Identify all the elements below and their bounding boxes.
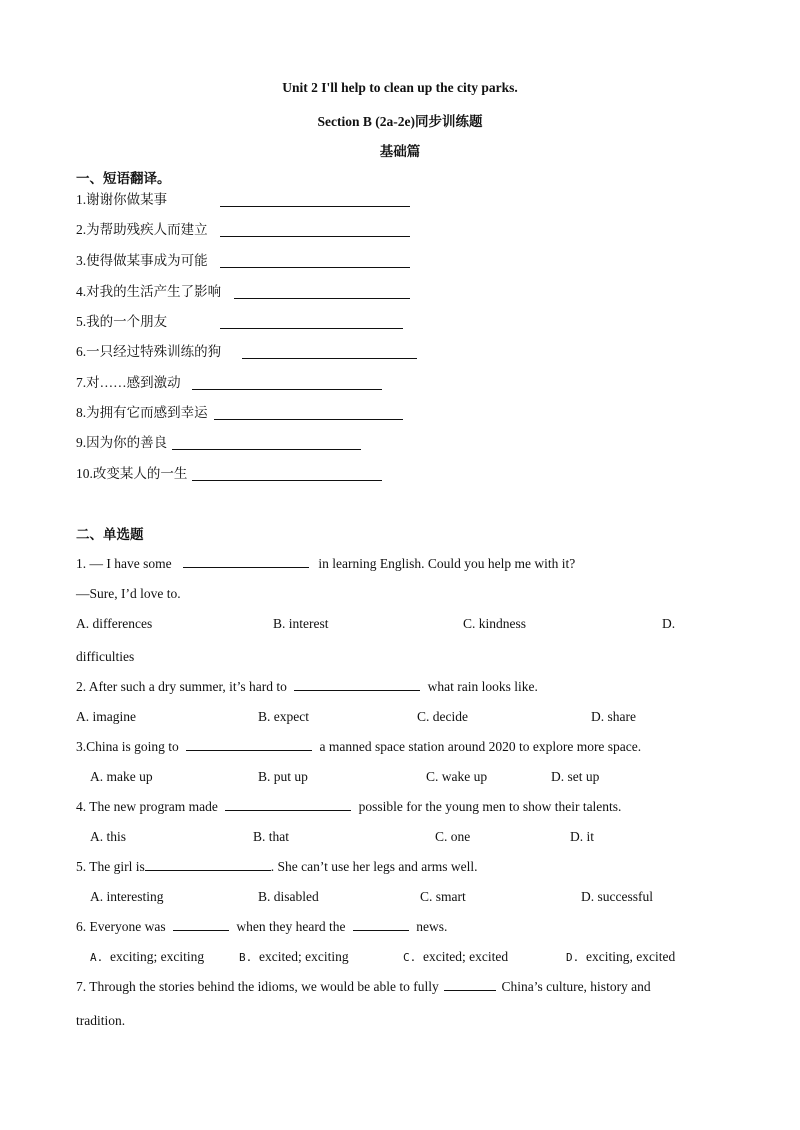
answer-blank[interactable]: [172, 437, 361, 450]
answer-blank[interactable]: [192, 468, 382, 481]
option-d[interactable]: D. set up: [551, 769, 600, 784]
answer-blank[interactable]: [234, 286, 410, 299]
option-a[interactable]: A. make up: [90, 769, 153, 784]
option-b[interactable]: B. that: [253, 829, 289, 844]
section-heading-translation: 一、短语翻译。: [76, 171, 171, 186]
option-d[interactable]: D.: [662, 616, 676, 631]
document-title: Unit 2 I'll help to clean up the city parks.: [282, 80, 518, 95]
answer-blank[interactable]: [444, 978, 496, 991]
translation-item: 9.因为你的善良: [76, 435, 168, 450]
answer-blank[interactable]: [220, 194, 410, 207]
answer-blank[interactable]: [192, 377, 382, 390]
option-a[interactable]: A. imagine: [76, 709, 136, 724]
translation-item: 7.对……感到激动: [76, 375, 181, 390]
translation-item: 3.使得做某事成为可能: [76, 253, 208, 268]
option-c[interactable]: C. one: [435, 829, 471, 844]
option-c[interactable]: C. excited; excited: [403, 949, 509, 964]
option-b[interactable]: B. excited; exciting: [239, 949, 349, 964]
translation-item: 6.一只经过特殊训练的狗: [76, 344, 222, 359]
option-b[interactable]: B. expect: [258, 709, 309, 724]
translation-item: 10.改变某人的一生: [76, 466, 188, 481]
question-4: 4. The new program made possible for the young men to show their talents.: [76, 799, 622, 814]
option-b[interactable]: B. interest: [273, 616, 329, 631]
answer-blank[interactable]: [242, 346, 417, 359]
translation-item: 5.我的一个朋友: [76, 314, 168, 329]
question-3: 3.China is going to a manned space station around 2020 to explore more space.: [76, 739, 642, 754]
option-c[interactable]: C. smart: [420, 889, 466, 904]
document-subtitle: Section B (2a-2e)同步训练题: [317, 114, 483, 129]
option-d[interactable]: D. it: [570, 829, 595, 844]
question-1: 1. — I have some in learning English. Could you help me with it?: [76, 556, 576, 571]
answer-blank[interactable]: [294, 678, 420, 691]
translation-item: 1.谢谢你做某事: [76, 192, 168, 207]
option-d-text: difficulties: [76, 649, 135, 664]
translation-item: 8.为拥有它而感到幸运: [76, 405, 208, 420]
option-c[interactable]: C. kindness: [463, 616, 527, 631]
option-c[interactable]: C. wake up: [426, 769, 488, 784]
translation-item: 4.对我的生活产生了影响: [76, 284, 222, 299]
difficulty-level: 基础篇: [379, 144, 421, 159]
section-heading-choice: 二、单选题: [76, 527, 144, 542]
option-a[interactable]: A. this: [90, 829, 127, 844]
answer-blank[interactable]: [220, 224, 410, 237]
answer-blank[interactable]: [353, 918, 409, 931]
question-1-reply: —Sure, I’d love to.: [76, 586, 181, 601]
option-b[interactable]: B. disabled: [258, 889, 319, 904]
answer-blank[interactable]: [186, 738, 312, 751]
option-c[interactable]: C. decide: [417, 709, 468, 724]
option-d[interactable]: D. exciting, excited: [566, 949, 676, 964]
question-7: 7. Through the stories behind the idioms, we would be able to fully China’s culture, history and: [76, 979, 651, 994]
answer-blank[interactable]: [225, 798, 351, 811]
option-a[interactable]: A. exciting; exciting: [90, 949, 205, 964]
answer-blank[interactable]: [145, 858, 271, 871]
answer-blank[interactable]: [183, 555, 309, 568]
answer-blank[interactable]: [220, 316, 403, 329]
question-2: 2. After such a dry summer, it’s hard to what rain looks like.: [76, 679, 538, 694]
option-d[interactable]: D. share: [591, 709, 636, 724]
answer-blank[interactable]: [214, 407, 403, 420]
translation-item: 2.为帮助残疾人而建立: [76, 222, 208, 237]
question-7-continued: tradition.: [76, 1013, 126, 1028]
answer-blank[interactable]: [173, 918, 229, 931]
option-b[interactable]: B. put up: [258, 769, 308, 784]
question-5: 5. The girl is . She can’t use her legs and arms well.: [76, 859, 478, 874]
answer-blank[interactable]: [220, 255, 410, 268]
question-6: 6. Everyone was when they heard the news.: [76, 919, 448, 934]
option-a[interactable]: A. differences: [76, 616, 153, 631]
option-a[interactable]: A. interesting: [90, 889, 164, 904]
option-d[interactable]: D. successful: [581, 889, 653, 904]
